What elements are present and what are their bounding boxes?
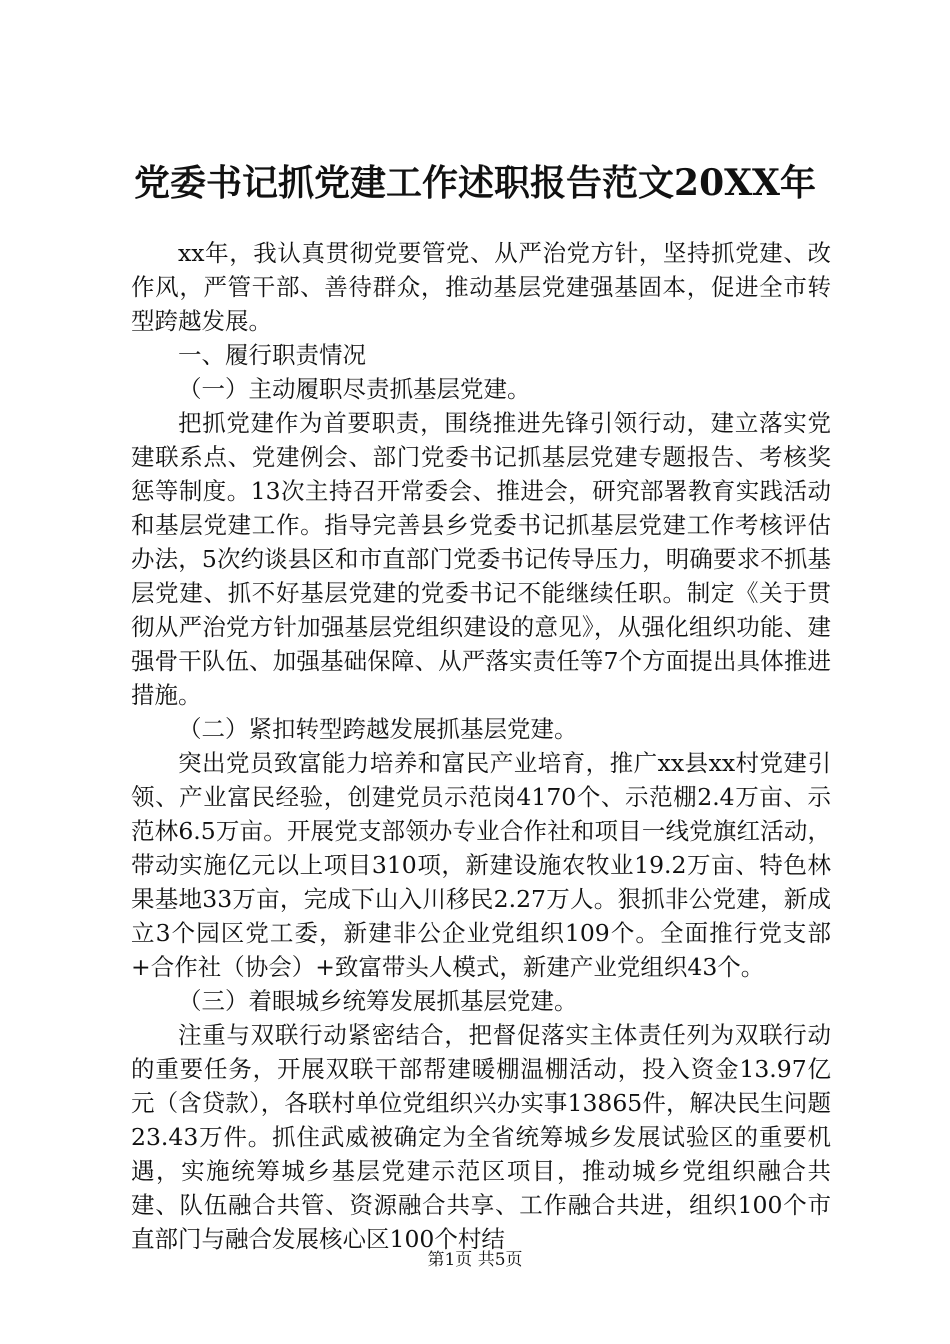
paragraph-1: 把抓党建作为首要职责，围绕推进先锋引领行动，建立落实党建联系点、党建例会、部门党委书记抓基层党建专题报告、考核奖惩等制度。13次主持召开常委会、推进会，研究部署教育实践活动和基层党建工作。指导完善县乡党委书记抓基层党建工作考核评估办法，5次约谈县区和市直部门党委书记传导压力，明确要求不抓基层党建、抓不好基层党建的党委书记不能继续任职。制定《关于贯彻从严治党方针加强基层党组织建设的意见》，从强化组织功能、建强骨干队伍、加强基础保障、从严落实责任等7个方面提出具体推进措施。 bbox=[131, 409, 831, 709]
paragraph-3: 注重与双联行动紧密结合，把督促落实主体责任列为双联行动的重要任务，开展双联干部帮建暖棚温棚活动，投入资金13.97亿元（含贷款），各联村单位党组织兴办实事13865件，解决民生问题23.43万件。抓住武威被确定为全省统筹城乡发展试验区的重要机遇，实施统筹城乡基层党建示范区项目，推动城乡党组织融合共建、队伍融合共管、资源融合共享、工作融合共进，组织100个市直部门与融合发展核心区100个村结 bbox=[131, 1021, 831, 1253]
document-title: 党委书记抓党建工作述职报告范文20XX年 bbox=[134, 162, 816, 204]
paragraph-2: 突出党员致富能力培养和富民产业培育，推广xx县xx村党建引领、产业富民经验，创建党员示范岗4170个、示范棚2.4万亩、示范林6.5万亩。开展党支部领办专业合作社和项目一线党旗红活动，带动实施亿元以上项目310项，新建设施农牧业19.2万亩、特色林果基地33万亩，完成下山入川移民2.27万人。狠抓非公党建，新成立3个园区党工委，新建非公企业党组织109个。全面推行党支部+合作社（协会）+致富带头人模式，新建产业党组织43个。 bbox=[131, 749, 831, 981]
subsection-heading-2: （二）紧扣转型跨越发展抓基层党建。 bbox=[178, 715, 578, 743]
paragraph-intro: xx年，我认真贯彻党要管党、从严治党方针，坚持抓党建、改作风，严管干部、善待群众，推动基层党建强基固本，促进全市转型跨越发展。 bbox=[131, 239, 831, 335]
subsection-heading-3: （三）着眼城乡统筹发展抓基层党建。 bbox=[178, 987, 578, 1015]
section-heading-1: 一、履行职责情况 bbox=[178, 341, 366, 369]
subsection-heading-1: （一）主动履职尽责抓基层党建。 bbox=[178, 375, 531, 403]
page-footer: 第1页 共5页 bbox=[427, 1250, 523, 1270]
document-body bbox=[131, 236, 831, 1256]
